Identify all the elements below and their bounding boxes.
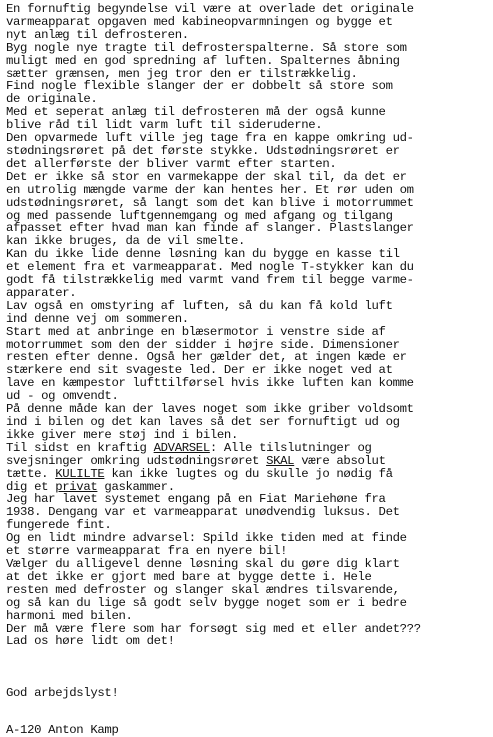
text-line (6, 235, 487, 248)
text-segment: være absolut (294, 454, 386, 468)
text-segment: ud - og omvendt. (6, 390, 119, 404)
text-line (6, 635, 487, 648)
text-line (6, 119, 487, 132)
text-line (6, 506, 487, 519)
text-line (6, 171, 487, 184)
text-line (6, 545, 487, 558)
text-line (6, 403, 487, 416)
text-segment: motorrummet som den der sidder i højre side. Dimensioner (6, 338, 400, 352)
text-segment: fungerede fint. (6, 519, 112, 533)
text-segment: stærkere end sit svageste led. Der er ikke noget ved at (6, 364, 393, 378)
text-segment: en utrolig mængde varme der kan hentes her. Et rør uden om (6, 183, 414, 197)
text-line (6, 493, 487, 506)
text-segment: : Alle tilslutninger og (209, 441, 372, 455)
text-line (6, 261, 487, 274)
text-segment: gaskammer. (97, 480, 175, 494)
text-line (6, 55, 487, 68)
text-segment: blive råd til lidt varm luft til sideruderne. (6, 119, 323, 133)
text-line (6, 416, 487, 429)
document-body (6, 3, 487, 648)
text-line (6, 481, 487, 494)
text-line (6, 300, 487, 313)
text-segment: ind i bilen og det kan laves så det ser fornuftigt ud og (6, 416, 400, 429)
text-segment: Find nogle flexible slanger der er dobbelt så store som (6, 80, 393, 94)
text-segment: Start med at anbringe en blæsermotor i venstre side af (6, 325, 386, 339)
text-segment: På denne måde kan der laves noget som ikke griber voldsomt (6, 403, 414, 416)
text-line (6, 455, 487, 468)
text-segment: Lad os høre lidt om det! (6, 635, 175, 649)
text-segment: Der må være flere som har forsøgt sig med et eller andet??? (6, 622, 421, 636)
text-segment: apparater. (6, 286, 77, 300)
text-segment: kan ikke lugtes og du skulle jo nødig få (104, 467, 393, 481)
text-line (6, 339, 487, 352)
text-segment: Til sidst en kraftig (6, 441, 154, 455)
text-segment: nyt anlæg til defrosteren. (6, 28, 189, 42)
text-segment: et større varmeapparat fra en nyere bil! (6, 545, 288, 558)
text-line (6, 158, 487, 171)
text-line (6, 274, 487, 287)
text-segment: ikke giver mere støj ind i bilen. (6, 428, 238, 442)
text-line (6, 390, 487, 403)
text-line (6, 584, 487, 597)
text-segment: En fornuftig begyndelse vil være at overlade det originale (6, 3, 414, 16)
text-line (6, 106, 487, 119)
underlined-word: ADVARSEL (153, 441, 210, 455)
text-line (6, 16, 487, 29)
text-line (6, 610, 487, 623)
text-segment: harmoni med bilen. (6, 609, 133, 623)
text-segment: stødningsrøret på det første stykke. Udstødningsrøret er (6, 144, 400, 158)
text-segment: varmeapparat opgaven med kabineopvarmningen og bygge et (6, 15, 393, 29)
closing-line: God arbejdslyst! (6, 686, 119, 700)
text-segment: sætter grænsen, men jeg tror den er tilstrækkelig. (6, 67, 358, 81)
text-segment: afpasset efter hvad man kan finde af slanger. Plastslanger (6, 222, 414, 236)
text-line (6, 326, 487, 339)
text-line (6, 351, 487, 364)
text-segment: dig et (6, 480, 56, 494)
text-segment: kan ikke bruges, da de vil smelte. (6, 235, 245, 249)
text-segment: svejsninger omkring udstødningsrøret (6, 454, 267, 468)
text-segment: Det er ikke så stor en varmekappe der skal til, da det er (6, 170, 407, 184)
text-segment: lave en kæmpestor lufttilførsel hvis ikke luften kan komme (6, 377, 414, 391)
text-line (6, 364, 487, 377)
text-line (6, 145, 487, 158)
underlined-word: SKAL (266, 454, 295, 468)
text-line (6, 532, 487, 545)
sign-off (6, 687, 118, 737)
text-line (6, 184, 487, 197)
text-line (6, 3, 487, 16)
text-segment: Jeg har lavet systemet engang på en Fiat Mariehøne fra (6, 493, 386, 507)
text-line (6, 248, 487, 261)
text-line (6, 80, 487, 93)
text-segment: Med et seperat anlæg til defrosteren må der også kunne (6, 106, 386, 120)
text-segment: muligt med en god spredning af luften. Spalternes åbning (6, 54, 400, 68)
underlined-word: privat (55, 480, 98, 494)
text-segment: Byg nogle nye tragte til defrosterspalterne. Så store som (6, 41, 407, 55)
text-line (6, 571, 487, 584)
text-line (6, 597, 487, 610)
text-segment: udstødningsrøret, så langt som det kan blive i motorrummet (6, 196, 414, 210)
text-segment: de originale. (6, 93, 98, 107)
text-line (6, 623, 487, 636)
text-line (6, 519, 487, 532)
text-line (6, 468, 487, 481)
text-line (6, 287, 487, 300)
text-segment: og så kan du lige så godt selv bygge noget som er i bedre (6, 596, 407, 610)
text-line (6, 93, 487, 106)
text-segment: Kan du ikke lide denne løsning kan du bygge en kasse til (6, 248, 400, 262)
text-segment: resten efter denne. Også her gælder det, at ingen kæde er (6, 351, 407, 365)
text-segment: Vælger du alligevel denne løsning skal du gøre dig klart (6, 557, 400, 571)
text-segment: og med passende luftgennemgang og med afgang og tilgang (6, 209, 393, 223)
text-segment: det allerførste der bliver varmt efter starten. (6, 157, 337, 171)
text-line (6, 429, 487, 442)
text-segment: godt få tilstrækkelig med varmt vand frem til begge varme- (6, 274, 414, 287)
text-line (6, 197, 487, 210)
text-line (6, 42, 487, 55)
text-line (6, 313, 487, 326)
text-segment: Og en lidt mindre advarsel: Spild ikke tiden med at finde (6, 532, 407, 546)
text-line (6, 442, 487, 455)
text-line (6, 68, 487, 81)
text-segment: ind denne vej om sommeren. (6, 312, 189, 326)
text-segment: resten med defroster og slanger skal ændres tilsvarende, (6, 583, 400, 597)
text-line (6, 377, 487, 390)
text-segment: et element fra et varmeapparat. Med nogle T-stykker kan du (6, 261, 414, 275)
text-segment: Den opvarmede luft ville jeg tage fra en kappe omkring ud- (6, 132, 414, 145)
text-line (6, 222, 487, 235)
text-segment: 1938. Dengang var et varmeapparat unødvendig luksus. Det (6, 506, 400, 520)
signature-line: A-120 Anton Kamp (6, 722, 119, 737)
underlined-word: KULILTE (55, 467, 105, 481)
text-line (6, 29, 487, 42)
text-segment: at det ikke er gjort med bare at bygge dette i. Hele (6, 570, 372, 584)
text-line (6, 558, 487, 571)
text-segment: tætte. (6, 467, 56, 481)
text-line (6, 132, 487, 145)
text-segment: Lav også en omstyring af luften, så du kan få kold luft (6, 299, 393, 313)
text-line (6, 210, 487, 223)
